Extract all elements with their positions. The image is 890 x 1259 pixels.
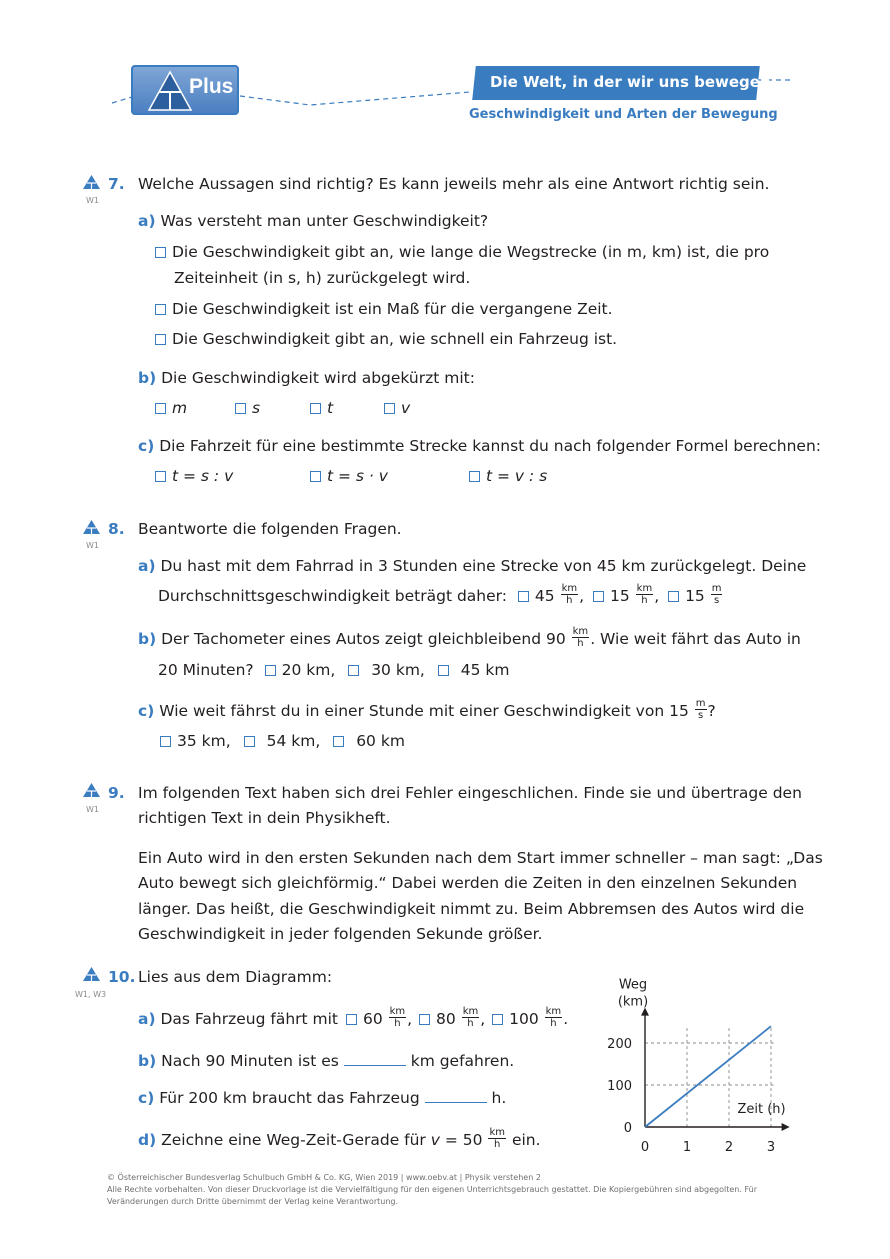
footer-rights: Alle Rechte vorbehalten. Von dieser Druckvorlage ist die Vervielfältigung für den eigenen Unterrichtsgebrauch gestattet. Die Kopiergebühren sind abgegolten. Für xyxy=(107,1185,757,1194)
checkbox[interactable] xyxy=(668,591,679,602)
y-tick-label: 200 xyxy=(607,1037,632,1052)
competence-label: W1 xyxy=(86,541,99,550)
difficulty-pyramid-icon xyxy=(82,782,101,798)
logo-text: Plus xyxy=(189,75,234,98)
task-number: 7. xyxy=(108,175,125,193)
checkbox[interactable] xyxy=(244,736,255,747)
task-question: Beantworte die folgenden Fragen. xyxy=(138,520,402,538)
option-checkbox[interactable]: t = v : s xyxy=(469,464,547,489)
checkbox[interactable] xyxy=(593,591,604,602)
competence-label: W1, W3 xyxy=(75,990,107,999)
error-text-line: Auto bewegt sich gleichförmig.“ Dabei werden die Zeiten in den einzelnen Sekunden xyxy=(138,874,798,892)
option-checkbox[interactable]: t xyxy=(310,396,333,421)
x-axis-arrow-icon xyxy=(782,1123,790,1131)
subtask-b-line2: 20 Minuten? 20 km, 30 km, 45 km xyxy=(158,661,510,679)
checkbox[interactable] xyxy=(333,736,344,747)
checkbox[interactable] xyxy=(155,403,166,414)
subtask-c: c) Wie weit fährst du in einer Stunde mit einer Geschwindigkeit von 15 $\frac{m}{s}$ ? xyxy=(138,698,716,721)
subtask-d: d) Zeichne eine Weg-Zeit-Gerade für v = 50 $\frac{km}{h}$ ein. xyxy=(138,1127,541,1150)
option-checkbox[interactable]: m xyxy=(155,396,187,421)
checkbox[interactable] xyxy=(310,403,321,414)
pyramid-icon xyxy=(147,70,193,112)
subtask-b: b) Die Geschwindigkeit wird abgekürzt mit: xyxy=(138,369,475,387)
checkbox[interactable] xyxy=(348,665,359,676)
error-text-line: Ein Auto wird in den ersten Sekunden nach dem Start immer schneller – man sagt: „Das xyxy=(138,849,823,867)
error-text-line: länger. Das heißt, die Geschwindigkeit nimmt zu. Beim Abbremsen des Autos wird die xyxy=(138,900,805,918)
checkbox[interactable] xyxy=(419,1014,430,1025)
subtask-b: b) Nach 90 Minuten ist es km gefahren. xyxy=(138,1052,515,1070)
checkbox[interactable] xyxy=(438,665,449,676)
difficulty-pyramid-icon xyxy=(82,519,101,535)
y-tick-label: 0 xyxy=(623,1121,632,1136)
subtask-a: a) Du hast mit dem Fahrrad in 3 Stunden eine Strecke von 45 km zurückgelegt. Deine xyxy=(138,557,807,575)
option-checkbox[interactable]: s xyxy=(235,396,260,421)
subtask-c: c) Für 200 km braucht das Fahrzeug h. xyxy=(138,1089,507,1107)
checkbox[interactable] xyxy=(518,591,529,602)
checkbox[interactable] xyxy=(492,1014,503,1025)
x-tick-label: 0 xyxy=(640,1140,650,1155)
subtask-a: a) Was versteht man unter Geschwindigkeit? xyxy=(138,212,489,230)
subtask-b: b) Der Tachometer eines Autos zeigt gleichbleibend 90 $\frac{km}{h}$ . Wie weit fährt das Auto in xyxy=(138,626,801,649)
section-title: Geschwindigkeit und Arten der Bewegung xyxy=(469,107,778,122)
x-tick-label: 1 xyxy=(682,1140,692,1155)
answer-blank[interactable] xyxy=(425,1102,487,1103)
task-question-line2: richtigen Text in dein Physikheft. xyxy=(138,809,391,827)
footer-disclaimer: Veränderungen durch Dritte übernimmt der Verlag keine Verantwortung. xyxy=(107,1197,399,1206)
checkbox[interactable] xyxy=(160,736,171,747)
chapter-title: Die Welt, in der wir uns bewegen xyxy=(490,73,771,91)
subtask-a-line2: Durchschnittsgeschwindigkeit beträgt daher: 45 $\frac{km}{h}$ , 15 $\frac{km}{h}$ , 15 $\frac{m}{s}$ xyxy=(158,583,722,606)
checkbox[interactable] xyxy=(235,403,246,414)
distance-time-chart xyxy=(590,965,840,1160)
checkbox[interactable] xyxy=(384,403,395,414)
task-number: 9. xyxy=(108,784,125,802)
y-tick-label: 100 xyxy=(607,1079,632,1094)
option-checkbox[interactable]: Die Geschwindigkeit ist ein Maß für die vergangene Zeit. xyxy=(155,297,613,322)
task-question: Lies aus dem Diagramm: xyxy=(138,968,333,986)
checkbox[interactable] xyxy=(155,247,166,258)
footer-copyright: © Österreichischer Bundesverlag Schulbuch GmbH & Co. KG, Wien 2019 | www.oebv.at | Physik verstehen 2 xyxy=(107,1173,541,1182)
x-axis-label: Zeit (h) xyxy=(737,1102,786,1117)
checkbox[interactable] xyxy=(155,334,166,345)
option-checkbox[interactable]: Die Geschwindigkeit gibt an, wie lange die Wegstrecke (in m, km) ist, die pro xyxy=(155,240,769,265)
difficulty-pyramid-icon xyxy=(82,966,101,982)
checkbox[interactable] xyxy=(155,471,166,482)
checkbox[interactable] xyxy=(346,1014,357,1025)
task-number: 8. xyxy=(108,520,125,538)
y-axis-label-unit: (km) xyxy=(617,994,649,1010)
subtask-a: a) Das Fahrzeug fährt mit 60 $\frac{km}{h}$ , 80 $\frac{km}{h}$ , 100 $\frac{km}{h}$ . xyxy=(138,1006,569,1029)
x-tick-label: 2 xyxy=(724,1140,734,1155)
y-axis-label: Weg xyxy=(618,977,648,993)
option-text-continued: Zeiteinheit (in s, h) zurückgelegt wird. xyxy=(174,269,471,287)
error-text-line: Geschwindigkeit in jeder folgenden Sekunde größer. xyxy=(138,925,543,943)
checkbox[interactable] xyxy=(155,304,166,315)
option-checkbox[interactable]: t = s · v xyxy=(310,464,388,489)
difficulty-pyramid-icon xyxy=(82,174,101,190)
checkbox[interactable] xyxy=(469,471,480,482)
task-question: Im folgenden Text haben sich drei Fehler eingeschlichen. Finde sie und übertrage den xyxy=(138,784,802,802)
plus-logo xyxy=(131,65,239,115)
task-number: 10. xyxy=(108,968,136,986)
subtask-c: c) Die Fahrzeit für eine bestimmte Strecke kannst du nach folgender Formel berechnen: xyxy=(138,437,822,455)
checkbox[interactable] xyxy=(310,471,321,482)
option-checkbox[interactable]: v xyxy=(384,396,410,421)
checkbox[interactable] xyxy=(265,665,276,676)
x-tick-label: 3 xyxy=(766,1140,776,1155)
answer-blank[interactable] xyxy=(344,1065,406,1066)
option-checkbox[interactable]: t = s : v xyxy=(155,464,233,489)
option-checkbox[interactable]: Die Geschwindigkeit gibt an, wie schnell ein Fahrzeug ist. xyxy=(155,327,617,352)
competence-label: W1 xyxy=(86,196,99,205)
competence-label: W1 xyxy=(86,805,99,814)
subtask-c-options: 35 km, 54 km, 60 km xyxy=(160,729,405,754)
task-question: Welche Aussagen sind richtig? Es kann jeweils mehr als eine Antwort richtig sein. xyxy=(138,175,770,193)
